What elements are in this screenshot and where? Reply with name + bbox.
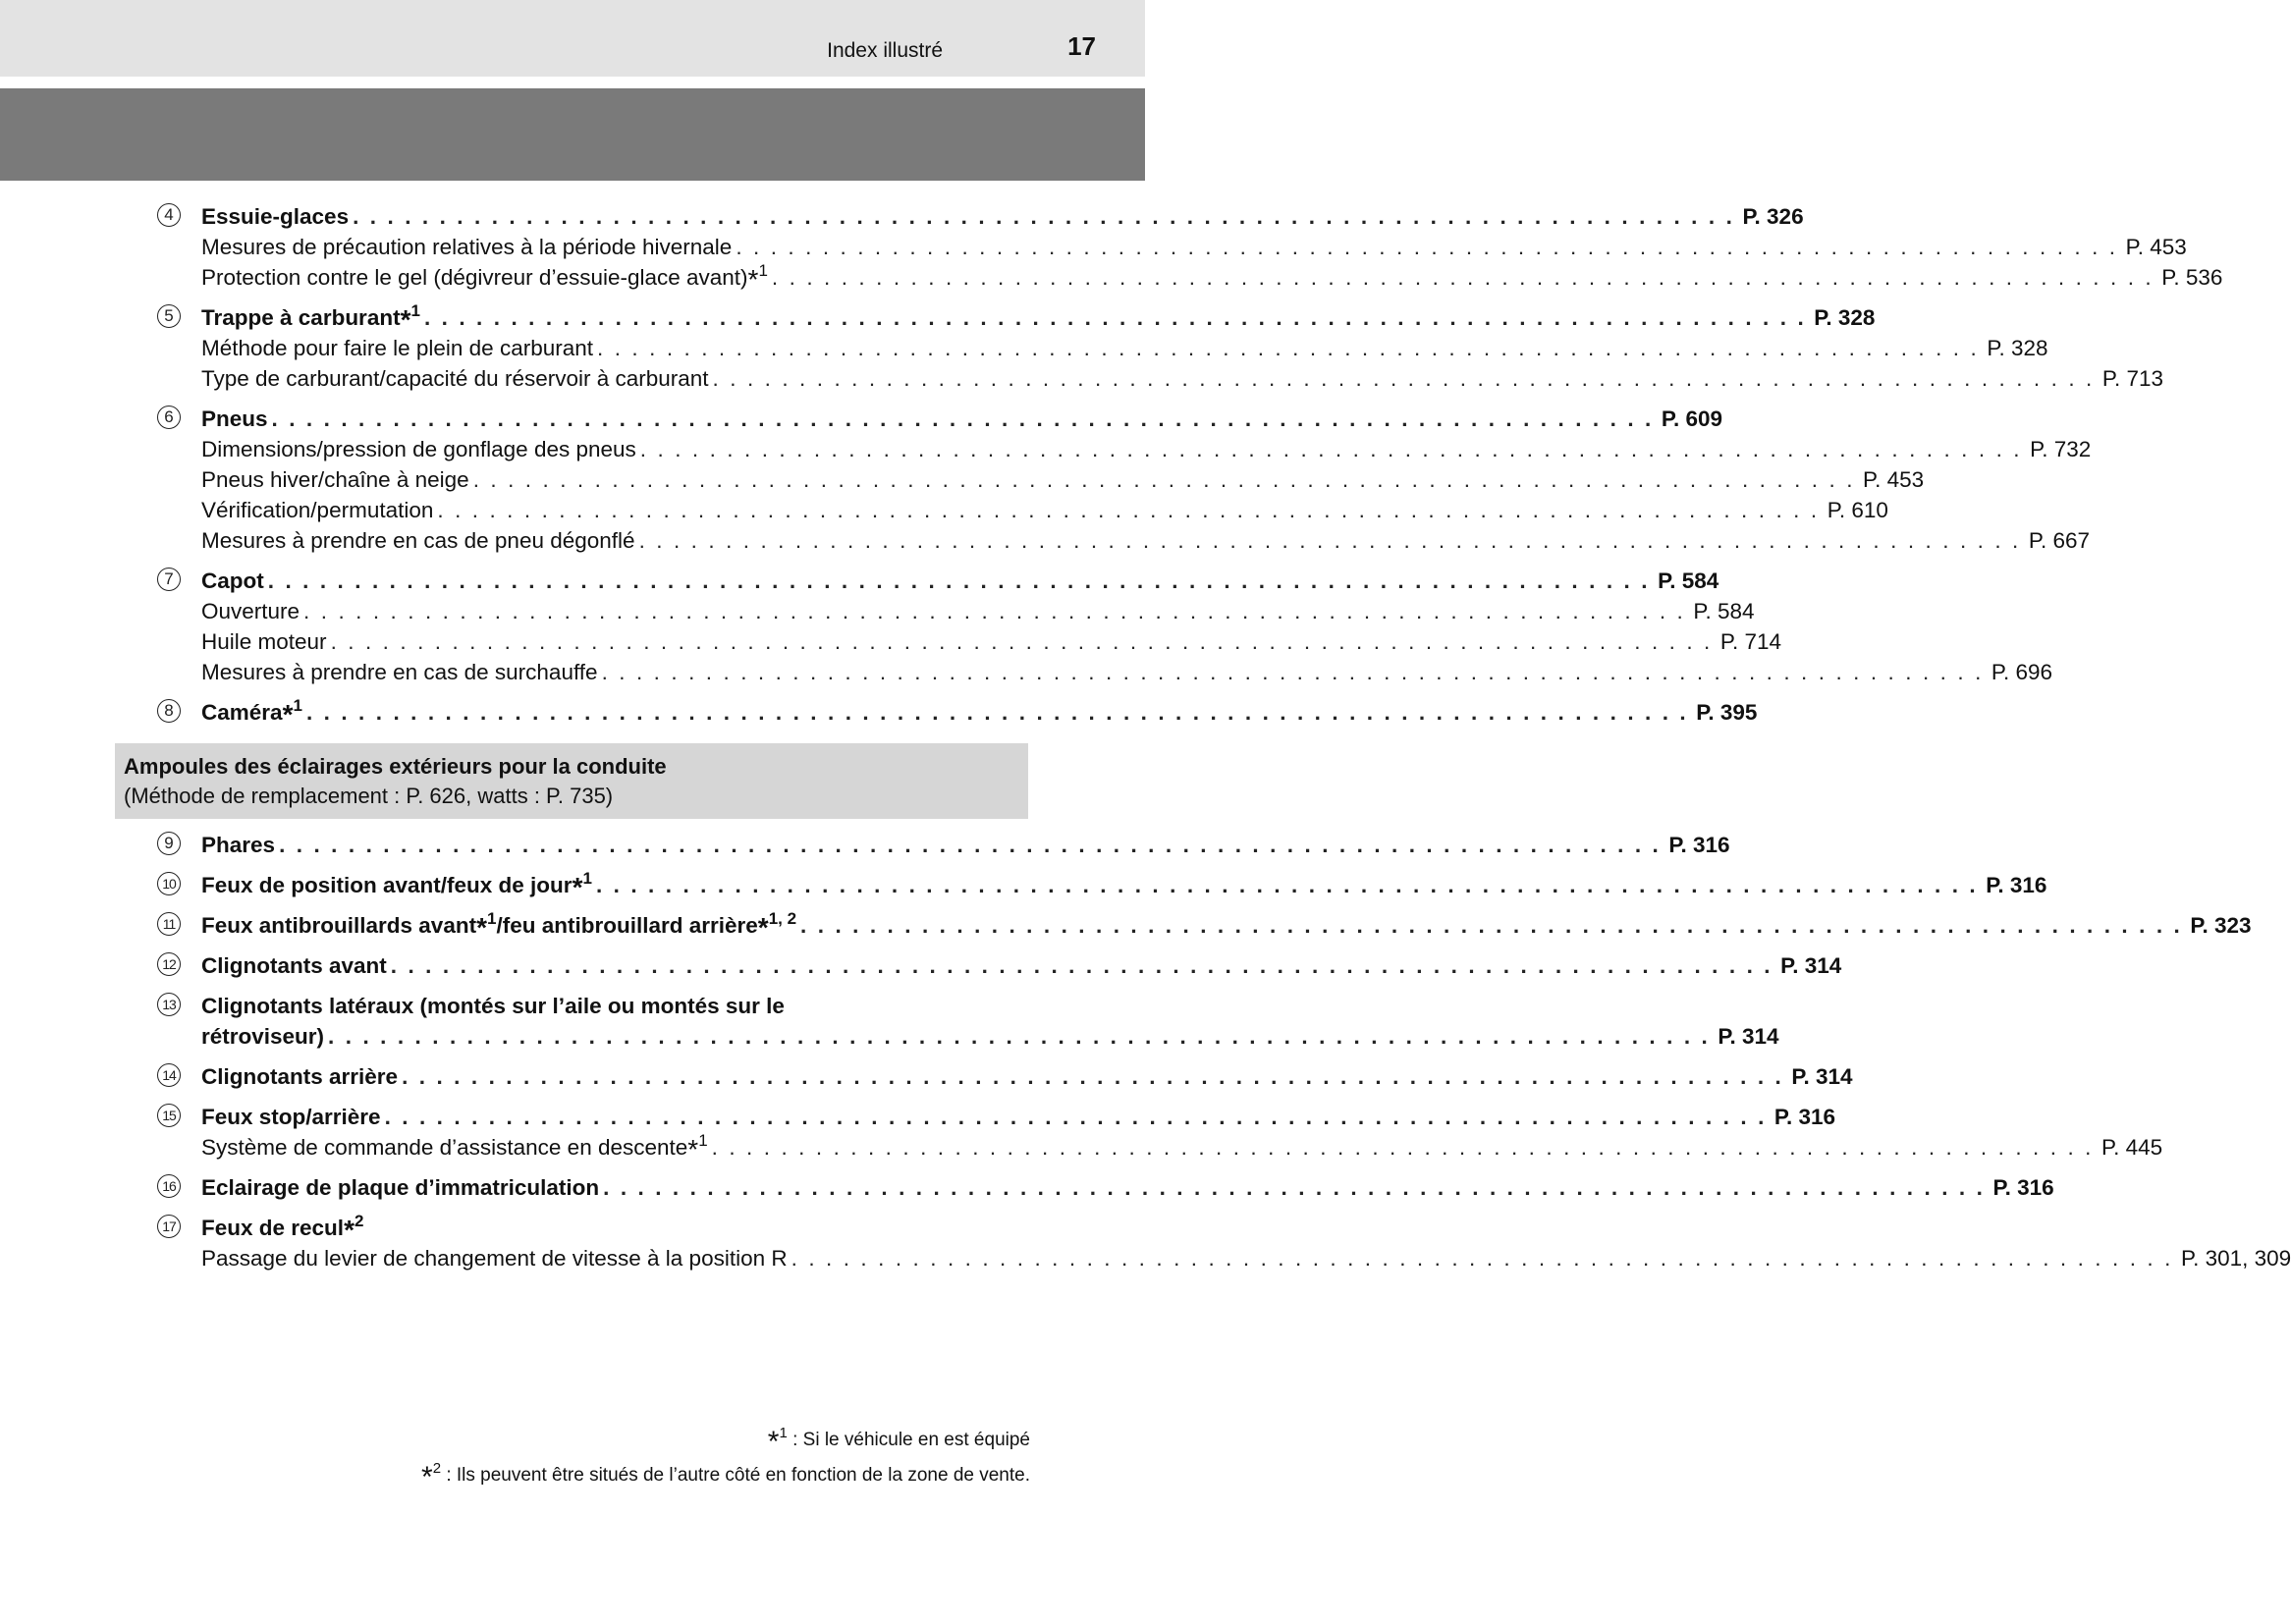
index-text <box>201 1246 791 1272</box>
index-label: Mesures à prendre en cas de surchauffe <box>201 660 598 684</box>
dot-leader: . . . . . . . . . . . . . . . . . . . . . . . . . . . . . . . . . . . . . . . . . . . . . . . . . . . . . . . . . . . . . . . . . . . . . . . . . . . . . . . . <box>791 1246 2173 1271</box>
index-section-bulbs <box>0 828 2291 1281</box>
index-label: Phares <box>201 833 276 857</box>
index-label: Huile moteur <box>201 629 327 654</box>
item-number-badge: 8 <box>157 699 181 723</box>
index-label: Feux antibrouillards avant*$^1$/feu antibrouillard arrière <box>201 909 758 943</box>
footnote-ref: 1, 2 <box>768 909 797 928</box>
index-text <box>201 1064 402 1090</box>
page-reference: P. 584 <box>1658 568 1719 593</box>
index-text <box>201 336 597 361</box>
index-sub-line <box>201 432 2092 462</box>
index-sub-line <box>201 331 2048 361</box>
index-main-line <box>201 402 1723 432</box>
index-sub-line <box>201 523 2091 554</box>
index-text <box>201 406 272 432</box>
index-entry <box>0 1059 1853 1090</box>
index-label: Feux de position avant/feux de jour <box>201 873 573 897</box>
dot-leader: . . . . . . . . . . . . . . . . . . . . . . . . . . . . . . . . . . . . . . . . . . . . . . . . . . . . . . . . . . . . . . . . . . . . . . . . . . . . . . . . <box>279 833 1662 857</box>
index-text <box>201 599 303 624</box>
index-label: Mesures à prendre en cas de pneu dégonflé <box>201 528 635 553</box>
index-main-line <box>201 1059 1853 1090</box>
index-sub-line <box>201 493 1888 523</box>
item-number-badge: 16 <box>157 1174 181 1198</box>
index-sub-line <box>201 462 1925 493</box>
page-reference: P. 536 <box>2161 265 2223 290</box>
footnote-star: * <box>400 304 411 335</box>
page-reference: P. 395 <box>1696 700 1758 725</box>
index-sub-line <box>201 361 2164 392</box>
index-text <box>201 629 331 655</box>
page-reference: P. 609 <box>1661 406 1723 431</box>
dot-leader: . . . . . . . . . . . . . . . . . . . . . . . . . . . . . . . . . . . . . . . . . . . . . . . . . . . . . . . . . . . . . . . . . . . . . . . . . . . . . . . . <box>595 873 1979 897</box>
footnote-1-text: : Si le véhicule en est équipé <box>787 1430 1030 1450</box>
index-main-line <box>201 199 1804 230</box>
dot-leader: . . . . . . . . . . . . . . . . . . . . . . . . . . . . . . . . . . . . . . . . . . . . . . . . . . . . . . . . . . . . . . . . . . . . . . . . . . . . . . . . <box>601 660 1984 684</box>
dot-leader: . . . . . . . . . . . . . . . . . . . . . . . . . . . . . . . . . . . . . . . . . . . . . . . . . . . . . . . . . . . . . . . . . . . . . . . . . . . . . . . . <box>328 1024 1711 1049</box>
index-text <box>201 953 391 979</box>
page-number: 17 <box>1067 31 1096 61</box>
page-reference: P. 714 <box>1719 629 1782 654</box>
item-number-badge: 14 <box>157 1063 181 1087</box>
index-label: Essuie-glaces <box>201 204 350 229</box>
item-number-badge: 6 <box>157 406 181 429</box>
page-reference: P. 696 <box>1991 660 2053 684</box>
page-reference: P. 314 <box>1780 953 1842 978</box>
footnote-star: * <box>344 1215 355 1245</box>
dot-leader: . . . . . . . . . . . . . . . . . . . . . . . . . . . . . . . . . . . . . . . . . . . . . . . . . . . . . . . . . . . . . . . . . . . . . . . . . . . . . . . . <box>597 336 1980 360</box>
page-reference: P. 316 <box>1992 1175 2054 1200</box>
index-sub-line <box>201 230 2187 260</box>
index-main-line <box>201 300 1876 335</box>
index-main-line <box>201 868 2047 902</box>
index-text <box>201 366 713 392</box>
index-label: Ouverture <box>201 599 300 623</box>
index-text <box>201 696 306 730</box>
index-label: Capot <box>201 568 264 593</box>
footnote-ref: 1 <box>293 696 302 715</box>
page-reference: P. 326 <box>1742 204 1804 229</box>
footnote-1 <box>768 1426 1030 1459</box>
dot-leader: . . . . . . . . . . . . . . . . . . . . . . . . . . . . . . . . . . . . . . . . . . . . . . . . . . . . . . . . . . . . . . . . . . . . . . . . . . . . . . . . <box>711 1135 2094 1160</box>
page-reference: P. 445 <box>2101 1135 2163 1160</box>
index-label: Clignotants arrière <box>201 1064 399 1089</box>
index-text <box>201 467 473 493</box>
index-text <box>201 528 639 554</box>
index-label: rétroviseur) <box>201 1024 325 1049</box>
index-text <box>201 660 602 685</box>
section-banner <box>0 88 1145 181</box>
index-sub-line <box>201 260 2223 295</box>
index-text <box>201 261 772 295</box>
header-band <box>0 0 1145 77</box>
index-label: Méthode pour faire le plein de carburant <box>201 336 594 360</box>
index-label: Passage du levier de changement de vitesse à la position R <box>201 1246 788 1271</box>
index-label: Feux stop/arrière <box>201 1105 381 1129</box>
footnote-star: * <box>282 699 294 730</box>
index-label: Protection contre le gel (dégivreur d’essuie-glace avant) <box>201 265 748 290</box>
footnote-2-mark: * <box>421 1461 433 1493</box>
index-entry <box>0 908 2252 943</box>
dot-leader: . . . . . . . . . . . . . . . . . . . . . . . . . . . . . . . . . . . . . . . . . . . . . . . . . . . . . . . . . . . . . . . . . . . . . . . . . . . . . . . . <box>305 700 1689 725</box>
index-label: Vérification/permutation <box>201 498 434 522</box>
dot-leader: . . . . . . . . . . . . . . . . . . . . . . . . . . . . . . . . . . . . . . . . . . . . . . . . . . . . . . . . . . . . . . . . . . . . . . . . . . . . . . . . <box>384 1105 1767 1129</box>
dot-leader: . . . . . . . . . . . . . . . . . . . . . . . . . . . . . . . . . . . . . . . . . . . . . . . . . . . . . . . . . . . . . . . . . . . . . . . . . . . . . . . . <box>771 265 2155 290</box>
index-sub-line <box>201 1130 2163 1164</box>
footnote-ref: 2 <box>354 1212 364 1230</box>
dot-leader: . . . . . . . . . . . . . . . . . . . . . . . . . . . . . . . . . . . . . . . . . . . . . . . . . . . . . . . . . . . . . . . . . . . . . . . . . . . . . . . . <box>603 1175 1986 1200</box>
dot-leader: . . . . . . . . . . . . . . . . . . . . . . . . . . . . . . . . . . . . . . . . . . . . . . . . . . . . . . . . . . . . . . . . . . . . . . . . . . . . . . . . <box>271 406 1654 431</box>
index-label: Type de carburant/capacité du réservoir à carburant <box>201 366 709 391</box>
page-reference: P. 301, 309 <box>2180 1246 2291 1271</box>
index-text <box>201 498 437 523</box>
page-reference: P. 328 <box>1987 336 2048 360</box>
bulbs-heading-title: Ampoules des éclairages extérieurs pour la conduite <box>124 754 667 779</box>
page-reference: P. 316 <box>1773 1105 1836 1129</box>
index-label: Caméra <box>201 700 283 725</box>
page-reference: P. 610 <box>1827 498 1888 522</box>
index-text <box>201 909 800 943</box>
index-label: Clignotants latéraux (montés sur l’aile ou montés sur le <box>201 994 785 1018</box>
index-text <box>201 235 736 260</box>
index-sub-line <box>201 655 2053 685</box>
index-text <box>201 833 279 858</box>
index-entry <box>0 1211 2291 1272</box>
dot-leader: . . . . . . . . . . . . . . . . . . . . . . . . . . . . . . . . . . . . . . . . . . . . . . . . . . . . . . . . . . . . . . . . . . . . . . . . . . . . . . . . <box>437 498 1820 522</box>
index-entry <box>0 828 1730 858</box>
page-reference: P. 323 <box>2190 913 2252 938</box>
item-number-badge: 12 <box>157 952 181 976</box>
index-entry <box>0 1100 2163 1164</box>
dot-leader: . . . . . . . . . . . . . . . . . . . . . . . . . . . . . . . . . . . . . . . . . . . . . . . . . . . . . . . . . . . . . . . . . . . . . . . . . . . . . . . . <box>330 629 1713 654</box>
footnote-1-number: 1 <box>779 1425 788 1441</box>
footnote-ref: 1 <box>582 869 592 888</box>
page-reference: P. 732 <box>2030 437 2092 461</box>
running-title: Index illustré <box>827 39 943 62</box>
item-number-badge: 5 <box>157 304 181 328</box>
index-entry <box>0 402 2092 554</box>
index-text <box>201 1175 603 1201</box>
item-number-badge: 7 <box>157 568 181 591</box>
dot-leader: . . . . . . . . . . . . . . . . . . . . . . . . . . . . . . . . . . . . . . . . . . . . . . . . . . . . . . . . . . . . . . . . . . . . . . . . . . . . . . . . <box>353 204 1735 229</box>
page-reference: P. 316 <box>1668 833 1730 857</box>
index-entry <box>0 300 2164 392</box>
index-label: Feux de recul <box>201 1216 345 1240</box>
index-label: Pneus <box>201 406 268 431</box>
bulbs-heading-subtitle: (Méthode de remplacement : P. 626, watts : P. 735) <box>124 784 614 808</box>
index-main-line <box>201 989 983 1019</box>
index-sub-line <box>201 624 1782 655</box>
footnote-1-mark: * <box>767 1426 780 1458</box>
index-label: Clignotants avant <box>201 953 387 978</box>
index-label: Système de commande d’assistance en descente <box>201 1135 688 1160</box>
index-main-line <box>201 828 1730 858</box>
footnote-2 <box>421 1461 1030 1494</box>
dot-leader: . . . . . . . . . . . . . . . . . . . . . . . . . . . . . . . . . . . . . . . . . . . . . . . . . . . . . . . . . . . . . . . . . . . . . . . . . . . . . . . . <box>712 366 2095 391</box>
page-reference: P. 328 <box>1814 305 1876 330</box>
index-label: Mesures de précaution relatives à la période hivernale <box>201 235 733 259</box>
index-text <box>201 1105 385 1130</box>
item-number-badge: 9 <box>157 832 181 855</box>
index-main-line <box>201 564 1719 594</box>
index-entry <box>0 989 1779 1050</box>
index-sub-line <box>201 594 1755 624</box>
index-text <box>201 994 789 1019</box>
index-main-line <box>201 948 1842 979</box>
index-text <box>201 301 424 335</box>
index-text <box>201 1212 367 1245</box>
index-entry <box>0 1170 2054 1201</box>
index-entry <box>0 199 2223 295</box>
index-label: Trappe à carburant <box>201 305 401 330</box>
index-entry <box>0 948 1842 979</box>
index-entry <box>0 868 2047 902</box>
dot-leader: . . . . . . . . . . . . . . . . . . . . . . . . . . . . . . . . . . . . . . . . . . . . . . . . . . . . . . . . . . . . . . . . . . . . . . . . . . . . . . . . <box>736 235 2118 259</box>
footnote-2-text: : Ils peuvent être situés de l’autre côté en fonction de la zone de vente. <box>441 1465 1030 1486</box>
page-reference: P. 453 <box>2125 235 2187 259</box>
index-entry <box>0 695 1758 730</box>
index-text <box>201 869 596 902</box>
page-reference: P. 584 <box>1693 599 1755 623</box>
index-main-line <box>201 1100 1836 1130</box>
index-main-line <box>201 695 1758 730</box>
index-text <box>201 1024 328 1050</box>
index-label: Eclairage de plaque d’immatriculation <box>201 1175 600 1200</box>
dot-leader: . . . . . . . . . . . . . . . . . . . . . . . . . . . . . . . . . . . . . . . . . . . . . . . . . . . . . . . . . . . . . . . . . . . . . . . . . . . . . . . . <box>390 953 1773 978</box>
dot-leader: . . . . . . . . . . . . . . . . . . . . . . . . . . . . . . . . . . . . . . . . . . . . . . . . . . . . . . . . . . . . . . . . . . . . . . . . . . . . . . . . <box>423 305 1807 330</box>
dot-leader: . . . . . . . . . . . . . . . . . . . . . . . . . . . . . . . . . . . . . . . . . . . . . . . . . . . . . . . . . . . . . . . . . . . . . . . . . . . . . . . . <box>800 913 2183 938</box>
dot-leader: . . . . . . . . . . . . . . . . . . . . . . . . . . . . . . . . . . . . . . . . . . . . . . . . . . . . . . . . . . . . . . . . . . . . . . . . . . . . . . . . <box>472 467 1856 492</box>
dot-leader: . . . . . . . . . . . . . . . . . . . . . . . . . . . . . . . . . . . . . . . . . . . . . . . . . . . . . . . . . . . . . . . . . . . . . . . . . . . . . . . . <box>402 1064 1784 1089</box>
item-number-badge: 11 <box>157 912 181 936</box>
index-entry <box>0 564 2053 685</box>
footnote-star: * <box>757 912 769 943</box>
item-number-badge: 15 <box>157 1104 181 1127</box>
index-main-line <box>201 1170 2054 1201</box>
index-label: Dimensions/pression de gonflage des pneus <box>201 437 636 461</box>
footnote-ref: 1 <box>698 1131 708 1150</box>
page-reference: P. 314 <box>1791 1064 1853 1089</box>
footnote-2-number: 2 <box>432 1460 442 1477</box>
index-main-line <box>201 1019 1779 1050</box>
index-text <box>201 568 268 594</box>
footnote-star: * <box>747 264 759 295</box>
page-reference: P. 713 <box>2101 366 2164 391</box>
item-number-badge: 13 <box>157 993 181 1016</box>
index-main-line <box>201 908 2252 943</box>
dot-leader: . . . . . . . . . . . . . . . . . . . . . . . . . . . . . . . . . . . . . . . . . . . . . . . . . . . . . . . . . . . . . . . . . . . . . . . . . . . . . . . . <box>639 437 2023 461</box>
index-text <box>201 1131 712 1164</box>
page-reference: P. 667 <box>2028 528 2091 553</box>
dot-leader: . . . . . . . . . . . . . . . . . . . . . . . . . . . . . . . . . . . . . . . . . . . . . . . . . . . . . . . . . . . . . . . . . . . . . . . . . . . . . . . . <box>267 568 1651 593</box>
index-main-line <box>201 1211 983 1245</box>
index-section-exterior <box>0 199 2223 735</box>
dot-leader: . . . . . . . . . . . . . . . . . . . . . . . . . . . . . . . . . . . . . . . . . . . . . . . . . . . . . . . . . . . . . . . . . . . . . . . . . . . . . . . . <box>638 528 2021 553</box>
page-reference: P. 314 <box>1718 1024 1779 1049</box>
footnote-ref: 1 <box>410 301 420 320</box>
index-text <box>201 204 353 230</box>
footnote-star: * <box>687 1134 699 1164</box>
item-number-badge: 17 <box>157 1215 181 1238</box>
item-number-badge: 4 <box>157 203 181 227</box>
footnote-star: * <box>572 872 583 902</box>
page-reference: P. 316 <box>1986 873 2047 897</box>
dot-leader: . . . . . . . . . . . . . . . . . . . . . . . . . . . . . . . . . . . . . . . . . . . . . . . . . . . . . . . . . . . . . . . . . . . . . . . . . . . . . . . . <box>303 599 1686 623</box>
footnote-ref: 1 <box>758 261 768 280</box>
index-sub-line <box>201 1241 2291 1272</box>
index-label: Pneus hiver/chaîne à neige <box>201 467 469 492</box>
index-text <box>201 437 640 462</box>
item-number-badge: 10 <box>157 872 181 895</box>
page-reference: P. 453 <box>1863 467 1925 492</box>
